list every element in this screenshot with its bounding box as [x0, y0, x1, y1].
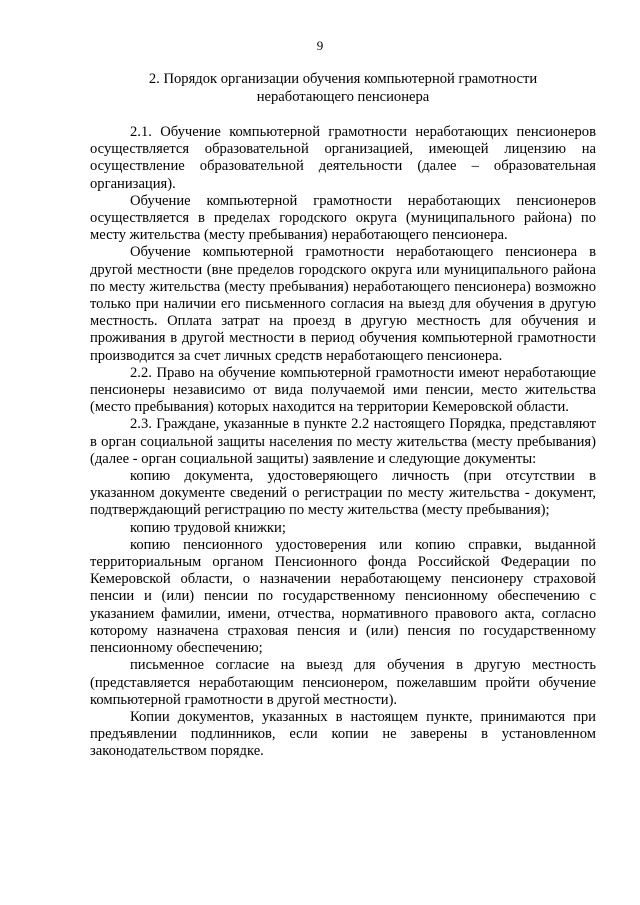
list-item-pension-certificate: копию пенсионного удостоверения или копию справки, выданной территориальным органом Пенсионного фонда Российской Федерации по Кемеровской области, о назначении неработающему пенсионеру страховой пенсии и (или) пенсии по государственному пенсионному обеспечению с указанием фамилии, имени, отчества, нормативного правового акта, согласно которому назначена страховая пенсия и (или) пенсия по государственному пенсионному обеспечению;	[90, 536, 596, 657]
paragraph-training-location: Обучение компьютерной грамотности неработающих пенсионеров осуществляется в пределах городского округа (муниципального района) по месту жительства (месту пребывания) неработающего пенсионера.	[90, 192, 596, 244]
paragraph-2-1: 2.1. Обучение компьютерной грамотности неработающих пенсионеров осуществляется образовательной организацией, имеющей лицензию на осуществление образовательной деятельности (далее – образовательная организация).	[90, 124, 596, 192]
paragraph-copies-note: Копии документов, указанных в настоящем пункте, принимаются при предъявлении подлинников, если копии не заверены в установленном законодательством порядке.	[90, 708, 596, 760]
section-title	[90, 70, 596, 106]
paragraph-other-location: Обучение компьютерной грамотности неработающего пенсионера в другой местности (вне пределов городского округа или муниципального района по месту жительства (месту пребывания) неработающего пенсионера) возможно только при наличии его письменного согласия на выезд для обучения в другую местность. Оплата затрат на проезд в другую местность для обучения и проживания в другой местности в период обучения компьютерной грамотности производится за счет личных средств неработающего пенсионера.	[90, 244, 596, 364]
list-item-identity-document: копию документа, удостоверяющего личность (при отсутствии в указанном документе сведений о регистрации по месту жительства - документ, подтверждающий регистрацию по месту жительства (месту пребывания);	[90, 468, 596, 519]
page-number: 9	[316, 38, 324, 53]
list-item-work-record: копию трудовой книжки;	[130, 519, 286, 536]
list-item-written-consent: письменное согласие на выезд для обучения в другую местность (представляется неработающим пенсионером, пожелавшим пройти обучение компьютерной грамотности в другой местности).	[90, 657, 596, 708]
section-title-line-1: 2. Порядок организации обучения компьютерной грамотности	[148, 71, 538, 87]
document-body	[90, 124, 596, 761]
paragraph-2-3: 2.3. Граждане, указанные в пункте 2.2 настоящего Порядка, представляют в орган социальной защиты населения по месту жительства (месту пребывания) (далее - орган социальной защиты) заявление и следующие документы:	[90, 416, 596, 467]
section-title-line-2: неработающего пенсионера	[256, 89, 430, 105]
paragraph-2-2: 2.2. Право на обучение компьютерной грамотности имеют неработающие пенсионеры независимо от вида получаемой ими пенсии, место жительства (место пребывания) которых находится на территории Кемеровской области.	[90, 364, 596, 416]
